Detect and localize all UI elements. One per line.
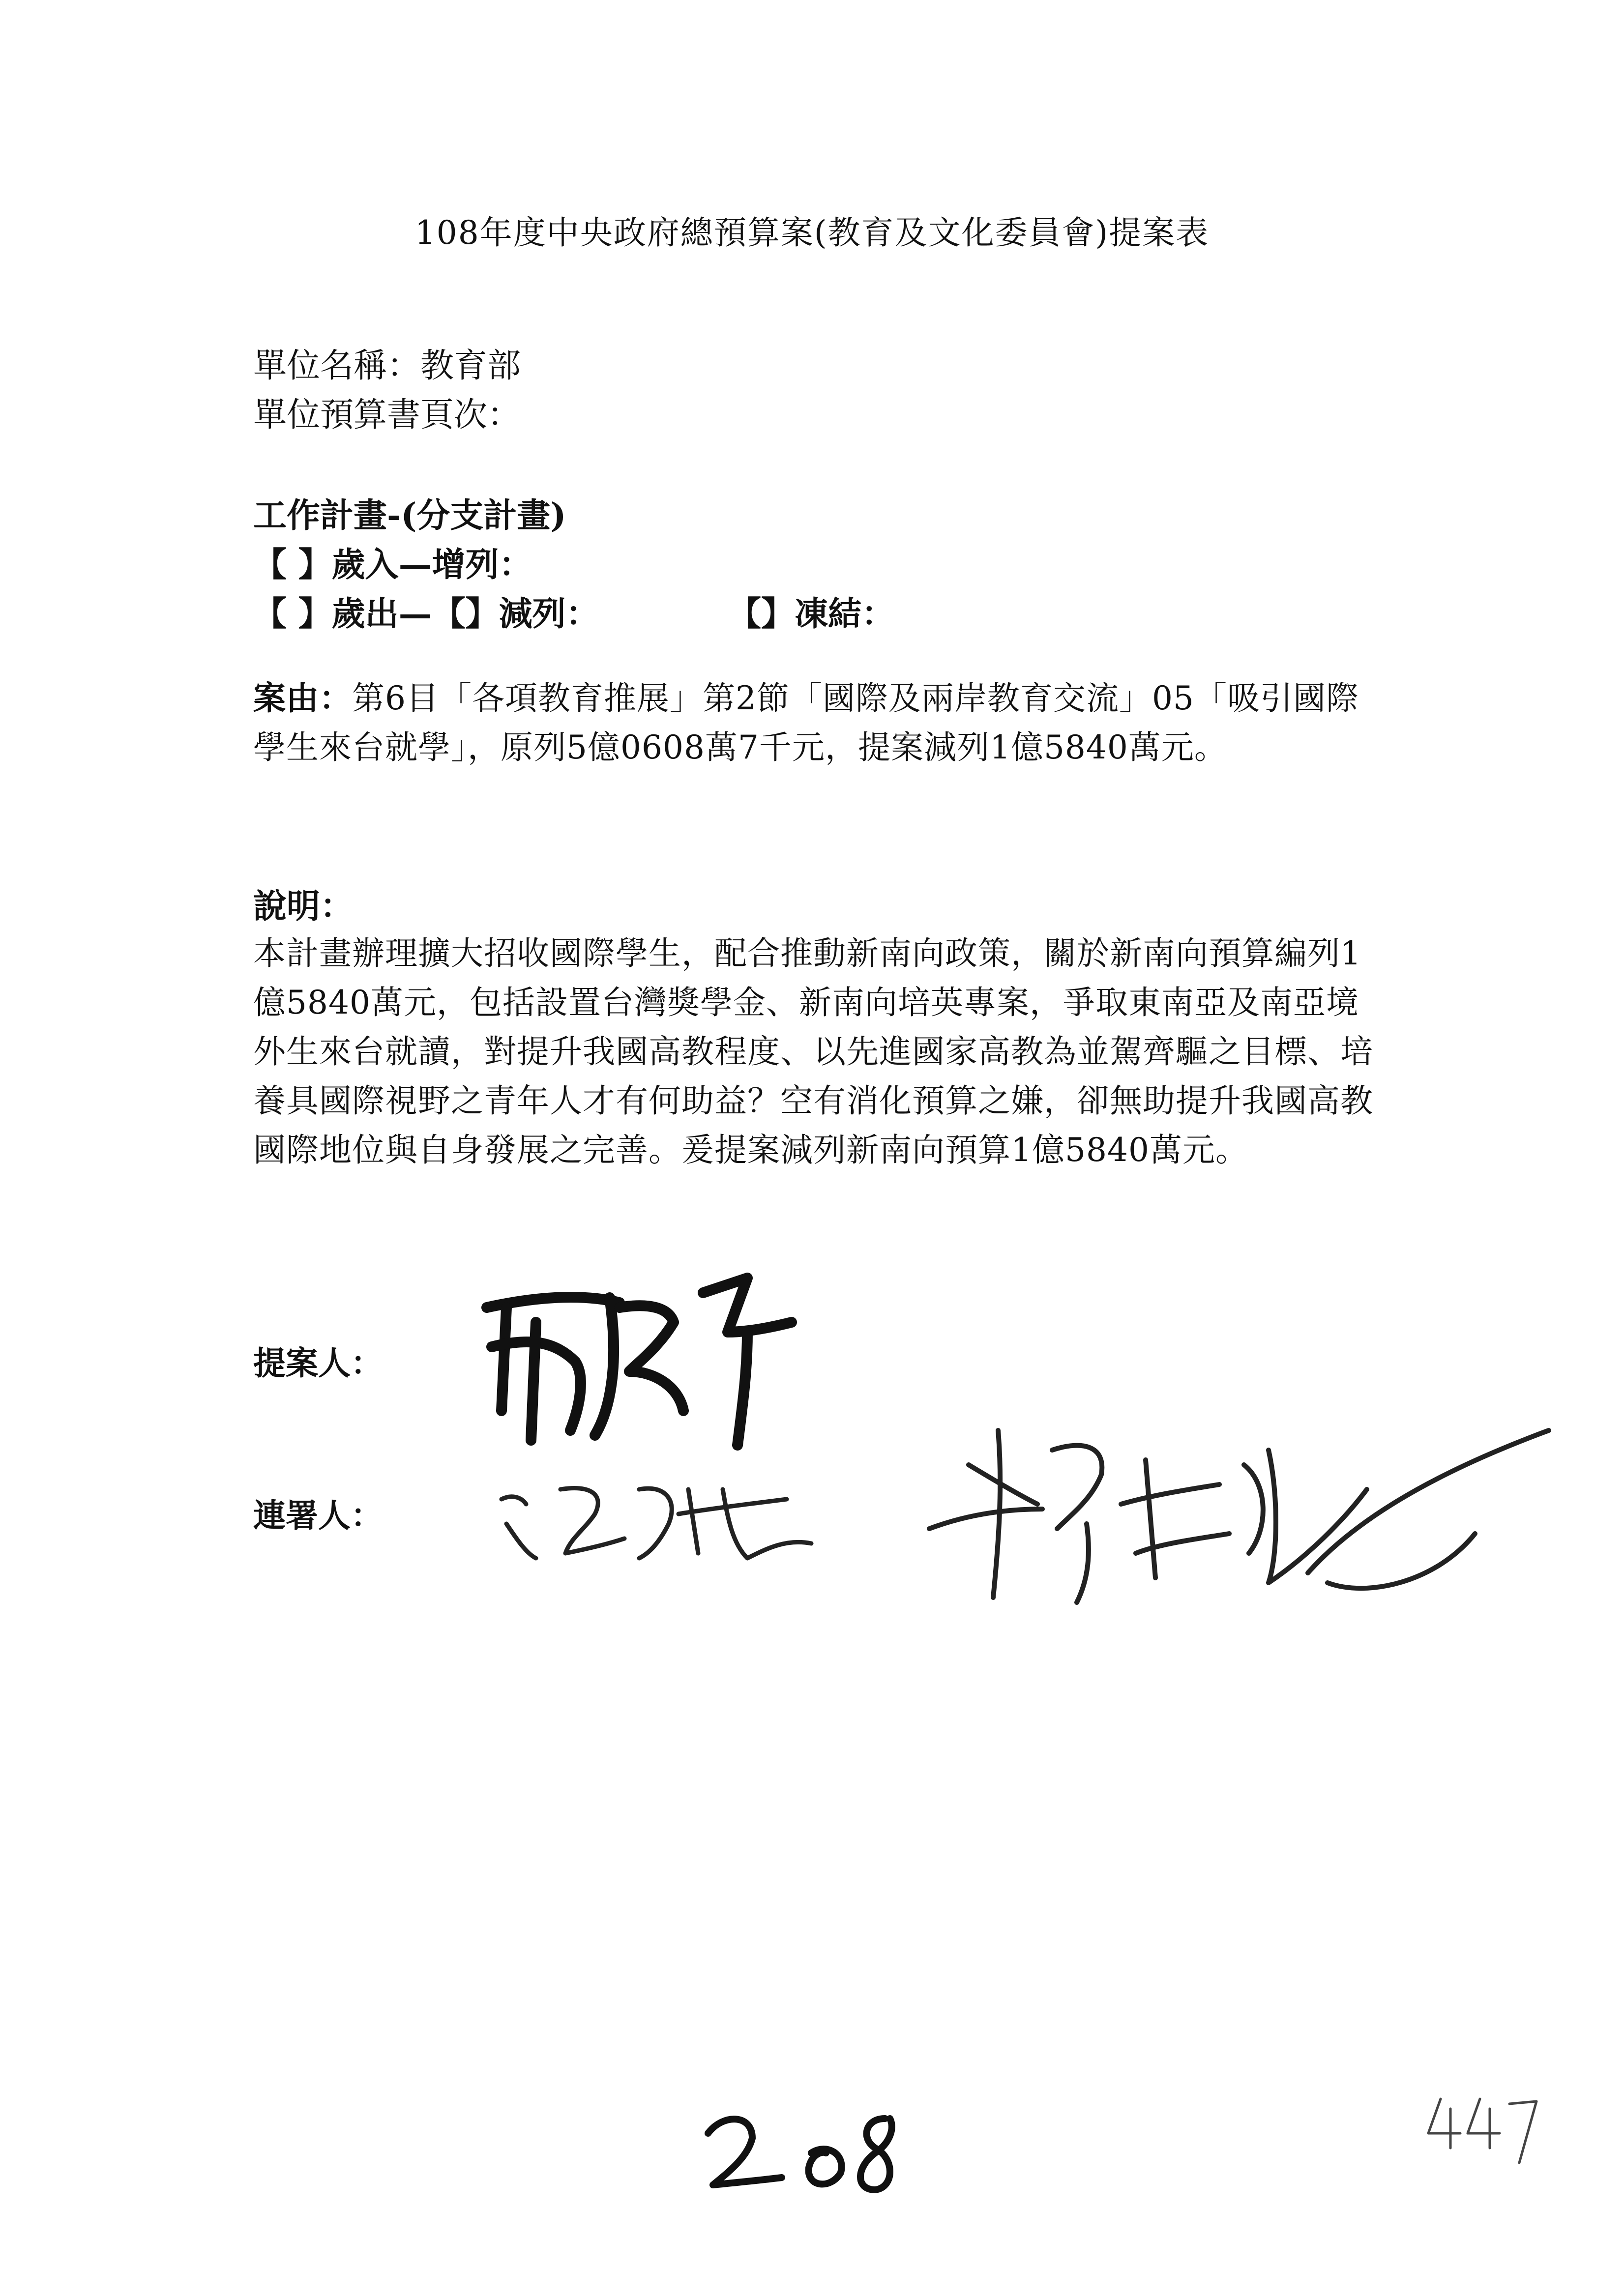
handwritten-corner-number xyxy=(1421,2089,1544,2170)
unit-name: 單位名稱：教育部 xyxy=(253,347,521,385)
expenditure-line: 【 】歲出—【】減列： xyxy=(253,594,599,634)
unit-budget-page: 單位預算書頁次： xyxy=(253,396,521,435)
cosigner-signature-2 xyxy=(924,1366,1559,1622)
explanation-text: 本計畫辦理擴大招收國際學生，配合推動新南向政策，關於新南向預算編列1億5840萬元，包括設置台灣獎學金、新南向培英專案，爭取東南亞及南亞境外生來台就讀，對提升我國高教程度、以先進國家高教為並駕齊驅之目標、培養具國際視野之青年人才有何助益？空有消化預算之嫌，卻無助提升我國高教國際地位與自身發展之完善。爰提案減列新南向預算1億5840萬元。 xyxy=(253,934,1373,1169)
cosigner-label: 連署人： xyxy=(253,1496,383,1535)
handwritten-page-number xyxy=(698,2099,915,2199)
revenue-line: 【 】歲入—增列： xyxy=(253,545,532,584)
page-title: 108年度中央政府總預算案(教育及文化委員會)提案表 xyxy=(414,214,1210,252)
explanation-label: 說明： xyxy=(253,887,354,926)
case-label: 案由： xyxy=(253,679,352,717)
cosigner-signature-1 xyxy=(492,1470,831,1568)
proposer-label: 提案人： xyxy=(253,1344,383,1382)
case-section xyxy=(253,673,1384,772)
freeze-label: 【】凍結： xyxy=(728,594,895,634)
proposer-signature xyxy=(472,1249,816,1455)
work-plan: 工作計畫-(分支計畫) xyxy=(253,496,566,535)
case-text: 第6目「各項教育推展」第2節「國際及兩岸教育交流」05「吸引國際學生來台就學」，原列5億0608萬7千元，提案減列1億5840萬元。 xyxy=(253,679,1359,766)
